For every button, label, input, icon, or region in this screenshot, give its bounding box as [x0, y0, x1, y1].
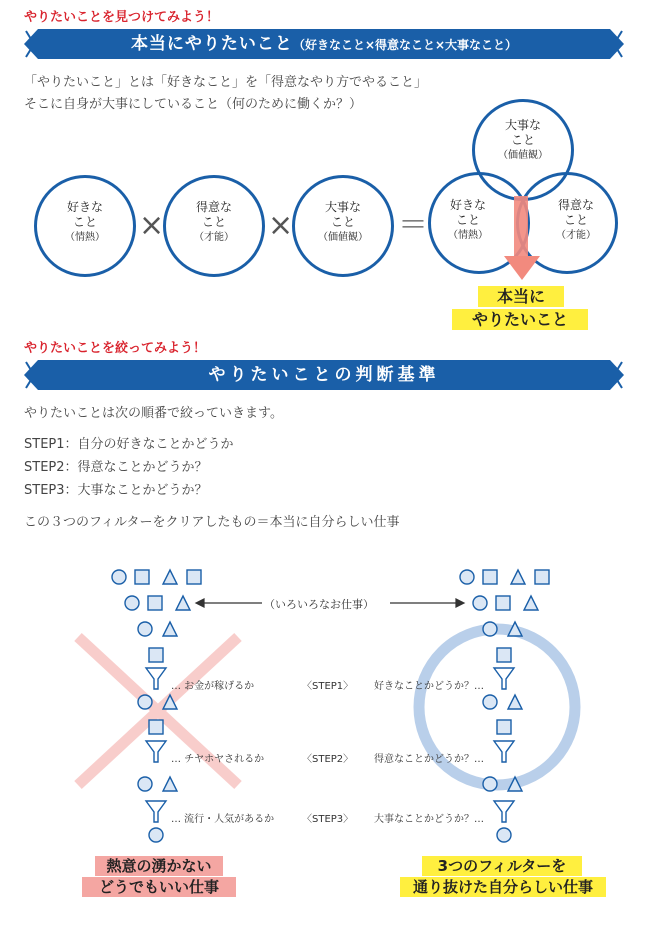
venn-value-line2: こと [510, 133, 535, 147]
left-result-line2: どうでもいい仕事 [82, 877, 236, 897]
step-label-2: 〈STEP2〉 [302, 754, 354, 765]
equals-operator: ＝ [398, 208, 428, 243]
left-filter-1: … お金が稼げるか [171, 681, 255, 692]
left-filter-2: … チヤホヤされるか [171, 754, 265, 765]
circle-value-line2: こと [330, 215, 355, 229]
left-filter-3: … 流行・人気があるか [171, 814, 275, 825]
venn-like-line1: 好きな [449, 198, 486, 212]
venn-like-line2: こと [455, 213, 480, 227]
venn-like-text [428, 198, 508, 243]
venn-value-line1: 大事な [504, 118, 541, 132]
banner-sub-text: （好きなこと×得意なこと×大事なこと） [292, 38, 518, 52]
circle-value-line1: 大事な [324, 200, 361, 214]
step-label-3: 〈STEP3〉 [302, 814, 354, 825]
result-label-line2: やりたいこと [452, 309, 588, 330]
step3-text: STEP3：大事なことかどうか？ [24, 483, 208, 498]
banner-main-text: 本当にやりたいこと [130, 34, 293, 54]
section1-label: やりたいことを見つけてみよう！ [24, 10, 220, 25]
venn-good-line1: 得意な [557, 198, 594, 212]
venn-good-text [536, 198, 616, 243]
filter-intro: やりたいことは次の順番で絞っていきます。 [24, 406, 283, 421]
banner2-title: やりたいことの判断基準 [208, 365, 440, 385]
result-label-line1: 本当に [478, 286, 564, 307]
circle-good-line1: 得意な [195, 200, 232, 214]
circle-like-text [34, 200, 136, 245]
circle-like-sub: （情熱） [65, 232, 105, 243]
venn-good-sub: （才能） [556, 230, 596, 241]
right-filter-3: 大事なことかどうか？… [374, 814, 484, 825]
right-shapes [460, 570, 549, 842]
various-jobs-label: （いろいろなお仕事） [264, 598, 374, 611]
circle-value-text [292, 200, 394, 245]
step2-text: STEP2：得意なことかどうか？ [24, 460, 208, 475]
circle-good-text [163, 200, 265, 245]
circle-value-sub: （価値観） [318, 232, 368, 243]
right-filter-1: 好きなことかどうか？… [374, 681, 484, 692]
section1-banner [24, 29, 624, 59]
times-operator-1: × [139, 208, 165, 243]
definition-line-1: 「やりたいこと」とは「好きなこと」を「得意なやり方でやること」 [24, 75, 428, 90]
right-filter-2: 得意なことかどうか？… [374, 754, 484, 765]
venn-like-sub: （情熱） [448, 230, 488, 241]
circle-good-line2: こと [201, 215, 226, 229]
circle-good-sub: （才能） [194, 232, 234, 243]
venn-value-text [478, 118, 568, 163]
left-result-line1: 熱意の湧かない [95, 856, 223, 876]
venn-value-sub: （価値観） [498, 150, 548, 161]
right-result-line1: 3つのフィルターを [422, 856, 582, 876]
step1-text: STEP1：自分の好きなことかどうか [24, 437, 234, 452]
right-result-line2: 通り抜けた自分らしい仕事 [400, 877, 606, 897]
definition-line-2: そこに自身が大事にしていること（何のために働くか？） [24, 97, 363, 112]
filter-conclusion: この３つのフィルターをクリアしたもの＝本当に自分らしい仕事 [24, 515, 400, 530]
section2-banner [24, 360, 624, 390]
banner-title [24, 29, 624, 59]
circle-like-line1: 好きな [66, 200, 103, 214]
step-label-1: 〈STEP1〉 [302, 681, 354, 692]
circle-like-line2: こと [72, 215, 97, 229]
section2-label: やりたいことを絞ってみよう！ [24, 341, 207, 356]
venn-good-line2: こと [563, 213, 588, 227]
times-operator-2: × [268, 208, 294, 243]
